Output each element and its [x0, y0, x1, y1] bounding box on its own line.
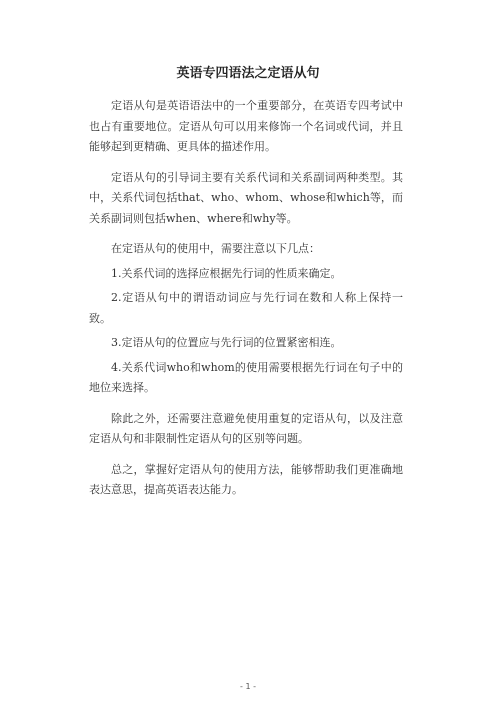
list-item-4: 4.关系代词who和whom的使用需要根据先行词在句子中的地位来选择。 [89, 360, 403, 394]
paragraph-intro: 定语从句是英语语法中的一个重要部分，在英语专四考试中也占有重要地位。定语从句可以用来修饰一个名词或代词，并且能够起到更精确、更具体的描述作用。 [89, 99, 403, 153]
paragraph-introducers: 定语从句的引导词主要有关系代词和关系副词两种类型。其中，关系代词包括that、who、whom、whose和which等，而关系副词则包括when、where和why等。 [89, 170, 403, 225]
paragraph-additional: 除此之外，还需要注意避免使用重复的定语从句，以及注意定语从句和非限制性定语从句的区别等问题。 [89, 411, 403, 445]
document-body [89, 96, 403, 511]
paragraph-conclusion: 总之，掌握好定语从句的使用方法，能够帮助我们更准确地表达意思，提高英语表达能力。 [89, 462, 403, 496]
list-item-1: 1.关系代词的选择应根据先行词的性质来确定。 [111, 266, 342, 280]
document-title: 英语专四语法之定语从句 [176, 66, 320, 81]
paragraph-notes-lead: 在定语从句的使用中，需要注意以下几点： [111, 242, 320, 255]
list-item-3: 3.定语从句的位置应与先行词的位置紧密相连。 [111, 336, 342, 349]
list-item-2: 2.定语从句中的谓语动词应与先行词在数和人称上保持一致。 [89, 291, 403, 325]
page-number: - 1 - [240, 682, 256, 691]
